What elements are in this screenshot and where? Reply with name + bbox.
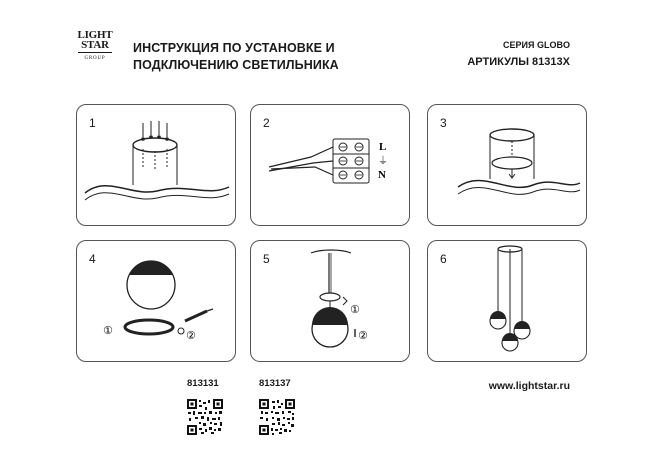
website-link[interactable]: www.lightstar.ru (488, 380, 570, 392)
step-4-panel (76, 240, 236, 362)
articles-label: АРТИКУЛЫ 81313X (467, 56, 570, 68)
step-number: 5 (263, 252, 270, 266)
step-6-illustration (428, 241, 588, 363)
step-6-panel (427, 240, 587, 362)
step-number: 2 (263, 116, 270, 130)
title-line-1: ИНСТРУКЦИЯ ПО УСТАНОВКЕ И (133, 41, 335, 55)
qr-code-icon (259, 399, 295, 435)
document-title (133, 40, 339, 74)
callout-1: ① (103, 325, 113, 337)
step-number: 1 (89, 116, 96, 130)
qr-code-icon (187, 399, 223, 435)
callout-2: ② (186, 330, 196, 342)
step-4-illustration (77, 241, 237, 363)
step-1-panel (76, 104, 236, 226)
logo-divider (78, 52, 112, 53)
wire-label-l: L (379, 141, 387, 153)
step-number: 6 (440, 252, 447, 266)
logo-line-2: STAR (81, 39, 109, 51)
step-2-illustration (251, 105, 411, 227)
step-3-panel (427, 104, 587, 226)
step-3-illustration (428, 105, 588, 227)
callout-1: ① (350, 304, 360, 316)
callout-2: ② (358, 330, 368, 342)
wire-label-ground: ⏚ (378, 156, 388, 167)
series-label: СЕРИЯ GLOBO (503, 40, 570, 50)
step-2-panel (250, 104, 410, 226)
step-1-illustration (77, 105, 237, 227)
logo-line-3: GROUP (84, 56, 106, 61)
step-5-panel (250, 240, 410, 362)
article-code-2: 813137 (259, 378, 291, 389)
title-line-2: ПОДКЛЮЧЕНИЮ СВЕТИЛЬНИКА (133, 58, 339, 72)
step-number: 4 (89, 252, 96, 266)
article-code-1: 813131 (187, 378, 219, 389)
logo-line-1: LIGHT (77, 29, 113, 41)
wire-label-n: N (378, 169, 386, 181)
step-5-illustration (251, 241, 411, 363)
step-number: 3 (440, 116, 447, 130)
brand-logo (76, 30, 114, 74)
